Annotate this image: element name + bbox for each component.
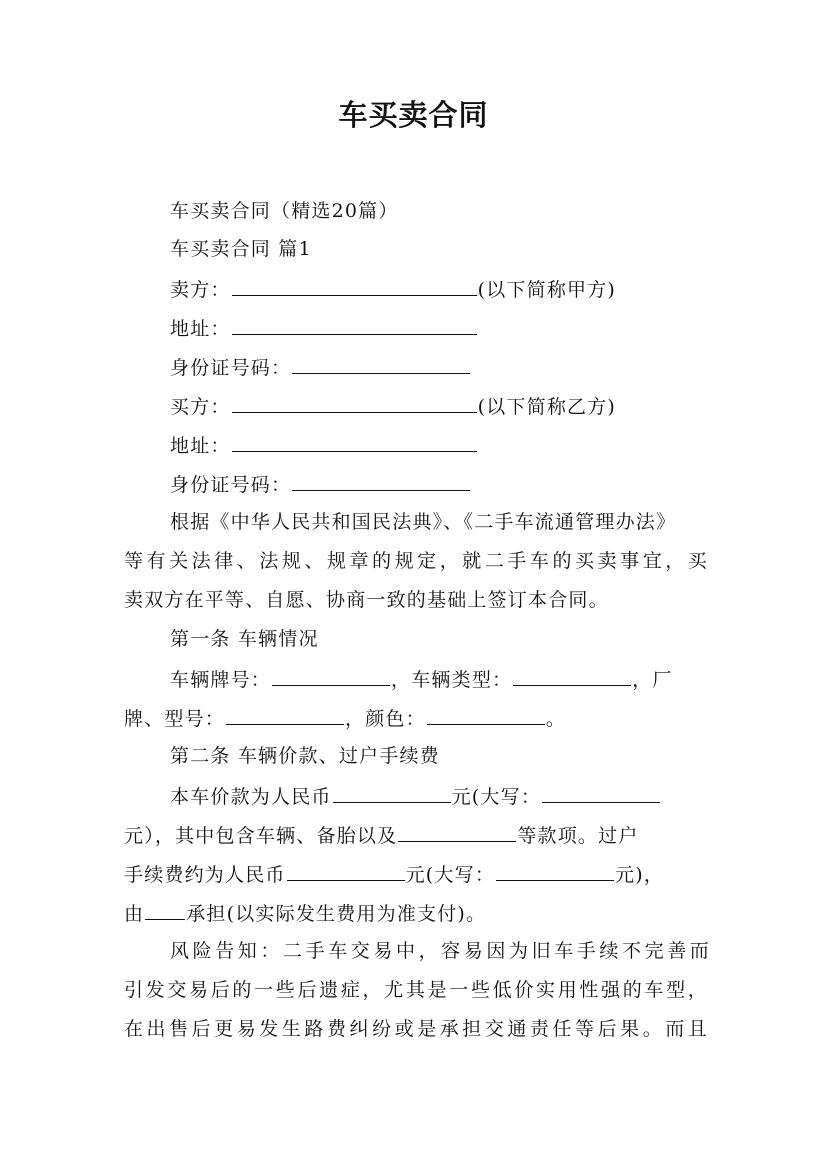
buyer-address-blank[interactable] (232, 433, 477, 452)
plate-label: 车辆牌号： (170, 669, 272, 692)
vehicle-type-label: ，车辆类型： (391, 669, 513, 692)
vehicle-type-blank[interactable] (513, 667, 631, 686)
price-capital-blank[interactable] (542, 784, 660, 803)
vehicle-info-line-1 (170, 667, 710, 692)
intro-line-1: 根据《中华人民共和国民法典》、《二手车流通管理办法》 (170, 511, 677, 533)
risk-line-1: 风险告知：二手车交易中，容易因为旧车手续不完善而 (170, 940, 710, 962)
brand-blank[interactable] (226, 706, 344, 725)
seller-suffix: (以下简称甲方) (477, 279, 617, 302)
buyer-label: 买方： (170, 396, 231, 419)
plate-blank[interactable] (272, 667, 390, 686)
intro-line-2: 等有关法律、法规、规章的规定，就二手车的买卖事宜，买 (124, 550, 708, 572)
transfer-fee-label: 手续费约为人民币 (124, 864, 286, 887)
document-title: 车买卖合同 (338, 98, 489, 132)
risk-line-2: 引发交易后的一些后遗症，尤其是一些低价实用性强的车型， (124, 979, 708, 1001)
seller-address-label: 地址： (170, 318, 231, 341)
seller-id-line (170, 355, 710, 380)
color-blank[interactable] (427, 706, 545, 725)
seller-name-blank[interactable] (232, 277, 477, 296)
seller-address-blank[interactable] (232, 316, 477, 335)
transfer-fee-end: 元)， (615, 864, 665, 887)
seller-label: 卖方： (170, 279, 231, 302)
seller-address-line (170, 316, 710, 341)
seller-line (170, 277, 710, 302)
color-label: ，颜色： (345, 708, 426, 731)
buyer-line (170, 394, 710, 419)
payer-blank[interactable] (145, 901, 185, 920)
buyer-id-blank[interactable] (292, 472, 470, 491)
vehicle-info-end: 。 (545, 708, 567, 731)
brand-prefix: ，厂 (632, 669, 673, 692)
buyer-name-blank[interactable] (232, 394, 477, 413)
buyer-id-label: 身份证号码： (170, 474, 292, 497)
price-line-3 (124, 862, 708, 887)
transfer-fee-blank[interactable] (287, 862, 405, 881)
price-label: 本车价款为人民币 (170, 786, 332, 809)
included-items-label: 元），其中包含车辆、备胎以及 (124, 825, 398, 848)
article-1-heading: 第一条 车辆情况 (170, 628, 319, 650)
buyer-suffix: (以下简称乙方) (477, 396, 617, 419)
document-subtitle: 车买卖合同（精选20篇） (170, 200, 399, 222)
intro-line-3: 卖双方在平等、自愿、协商一致的基础上签订本合同。 (124, 589, 609, 611)
payer-suffix: 承担(以实际发生费用为准支付)。 (186, 903, 487, 926)
section-heading: 车买卖合同 篇1 (170, 238, 312, 260)
transfer-fee-capital-label: 元(大写： (405, 864, 496, 887)
price-line-2 (124, 823, 708, 848)
risk-line-3: 在出售后更易发生路费纠纷或是承担交通责任等后果。而且 (124, 1018, 708, 1040)
payer-prefix: 由 (124, 903, 145, 926)
price-blank[interactable] (333, 784, 451, 803)
transfer-fee-capital-blank[interactable] (496, 862, 614, 881)
buyer-address-label: 地址： (170, 435, 231, 458)
included-items-blank[interactable] (398, 823, 516, 842)
price-capital-label: 元(大写： (451, 786, 542, 809)
seller-id-blank[interactable] (292, 355, 470, 374)
price-line-1 (170, 784, 710, 809)
price-line-4 (124, 901, 708, 926)
brand-label: 牌、型号： (124, 708, 226, 731)
vehicle-info-line-2 (124, 706, 708, 731)
included-items-suffix: 等款项。过户 (517, 825, 639, 848)
seller-id-label: 身份证号码： (170, 357, 292, 380)
buyer-id-line (170, 472, 710, 497)
buyer-address-line (170, 433, 710, 458)
article-2-heading: 第二条 车辆价款、过户手续费 (170, 745, 440, 767)
